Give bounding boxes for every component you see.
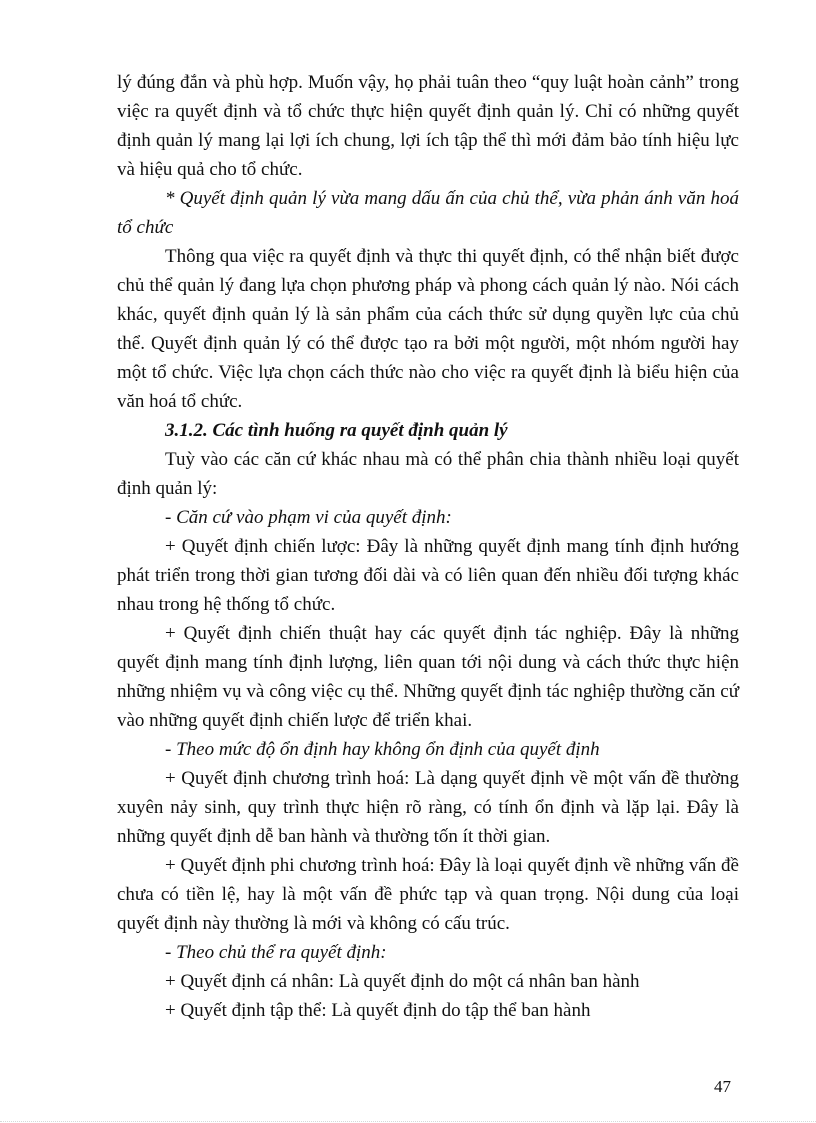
paragraph-continuation: lý đúng đắn và phù hợp. Muốn vậy, họ phải tuân theo “quy luật hoàn cảnh” trong việc ra quyết định và tổ chức thực hiện quyết định quản lý. Chỉ có những quyết định quản lý mang lại lợi ích chung, lợi ích tập thể thì mới đảm bảo tính hiệu lực và hiệu quả cho tổ chức. (117, 72, 739, 180)
paragraph-classification-intro: Tuỳ vào các căn cứ khác nhau mà có thể phân chia thành nhiều loại quyết định quản lý: (117, 449, 739, 499)
list-item-collective: + Quyết định tập thể: Là quyết định do tập thể ban hành (165, 1000, 591, 1021)
page-content (117, 68, 739, 1025)
list-item-strategic: + Quyết định chiến lược: Đây là những quyết định mang tính định hướng phát triển trong thời gian tương đối dài và có liên quan đến nhiều đối tượng khác nhau trong hệ thống tổ chức. (117, 536, 739, 615)
italic-criterion-scope: - Căn cứ vào phạm vi của quyết định: (165, 507, 452, 528)
list-item-non-programmed: + Quyết định phi chương trình hoá: Đây là loại quyết định về những vấn đề chưa có tiền lệ, hay là một vấn đề phức tạp và quan trọng. Nội dung của loại quyết định này thường là mới và không có cấu trúc. (117, 855, 739, 934)
list-item-tactical: + Quyết định chiến thuật hay các quyết định tác nghiệp. Đây là những quyết định mang tính định lượng, liên quan tới nội dung và cách thức thực hiện những nhiệm vụ và công việc cụ thể. Những quyết định tác nghiệp thường căn cứ vào những quyết định chiến lược để triển khai. (117, 623, 739, 731)
paragraph-decision-process: Thông qua việc ra quyết định và thực thi quyết định, có thể nhận biết được chủ thể quản lý đang lựa chọn phương pháp và phong cách quản lý nào. Nói cách khác, quyết định quản lý là sản phẩm của cách thức sử dụng quyền lực của chủ thể. Quyết định quản lý có thể được tạo ra bởi một người, một nhóm người hay một tổ chức. Việc lựa chọn cách thức nào cho việc ra quyết định là biểu hiện của văn hoá tổ chức. (117, 246, 739, 412)
section-heading: 3.1.2. Các tình huống ra quyết định quản lý (165, 420, 508, 441)
italic-criterion-stability: - Theo mức độ ổn định hay không ổn định của quyết định (165, 739, 600, 760)
page-bottom-border (0, 1121, 816, 1122)
list-item-programmed: + Quyết định chương trình hoá: Là dạng quyết định về một vấn đề thường xuyên nảy sinh, quy trình thực hiện rõ ràng, có tính ổn định và lặp lại. Đây là những quyết định dễ ban hành và thường tốn ít thời gian. (117, 768, 739, 847)
italic-criterion-subject: - Theo chủ thể ra quyết định: (165, 942, 387, 963)
list-item-individual: + Quyết định cá nhân: Là quyết định do một cá nhân ban hành (165, 971, 640, 992)
page-number: 47 (714, 1077, 731, 1096)
italic-subtitle-decision-culture: * Quyết định quản lý vừa mang dấu ấn của chủ thể, vừa phản ánh văn hoá tổ chức (117, 188, 739, 238)
